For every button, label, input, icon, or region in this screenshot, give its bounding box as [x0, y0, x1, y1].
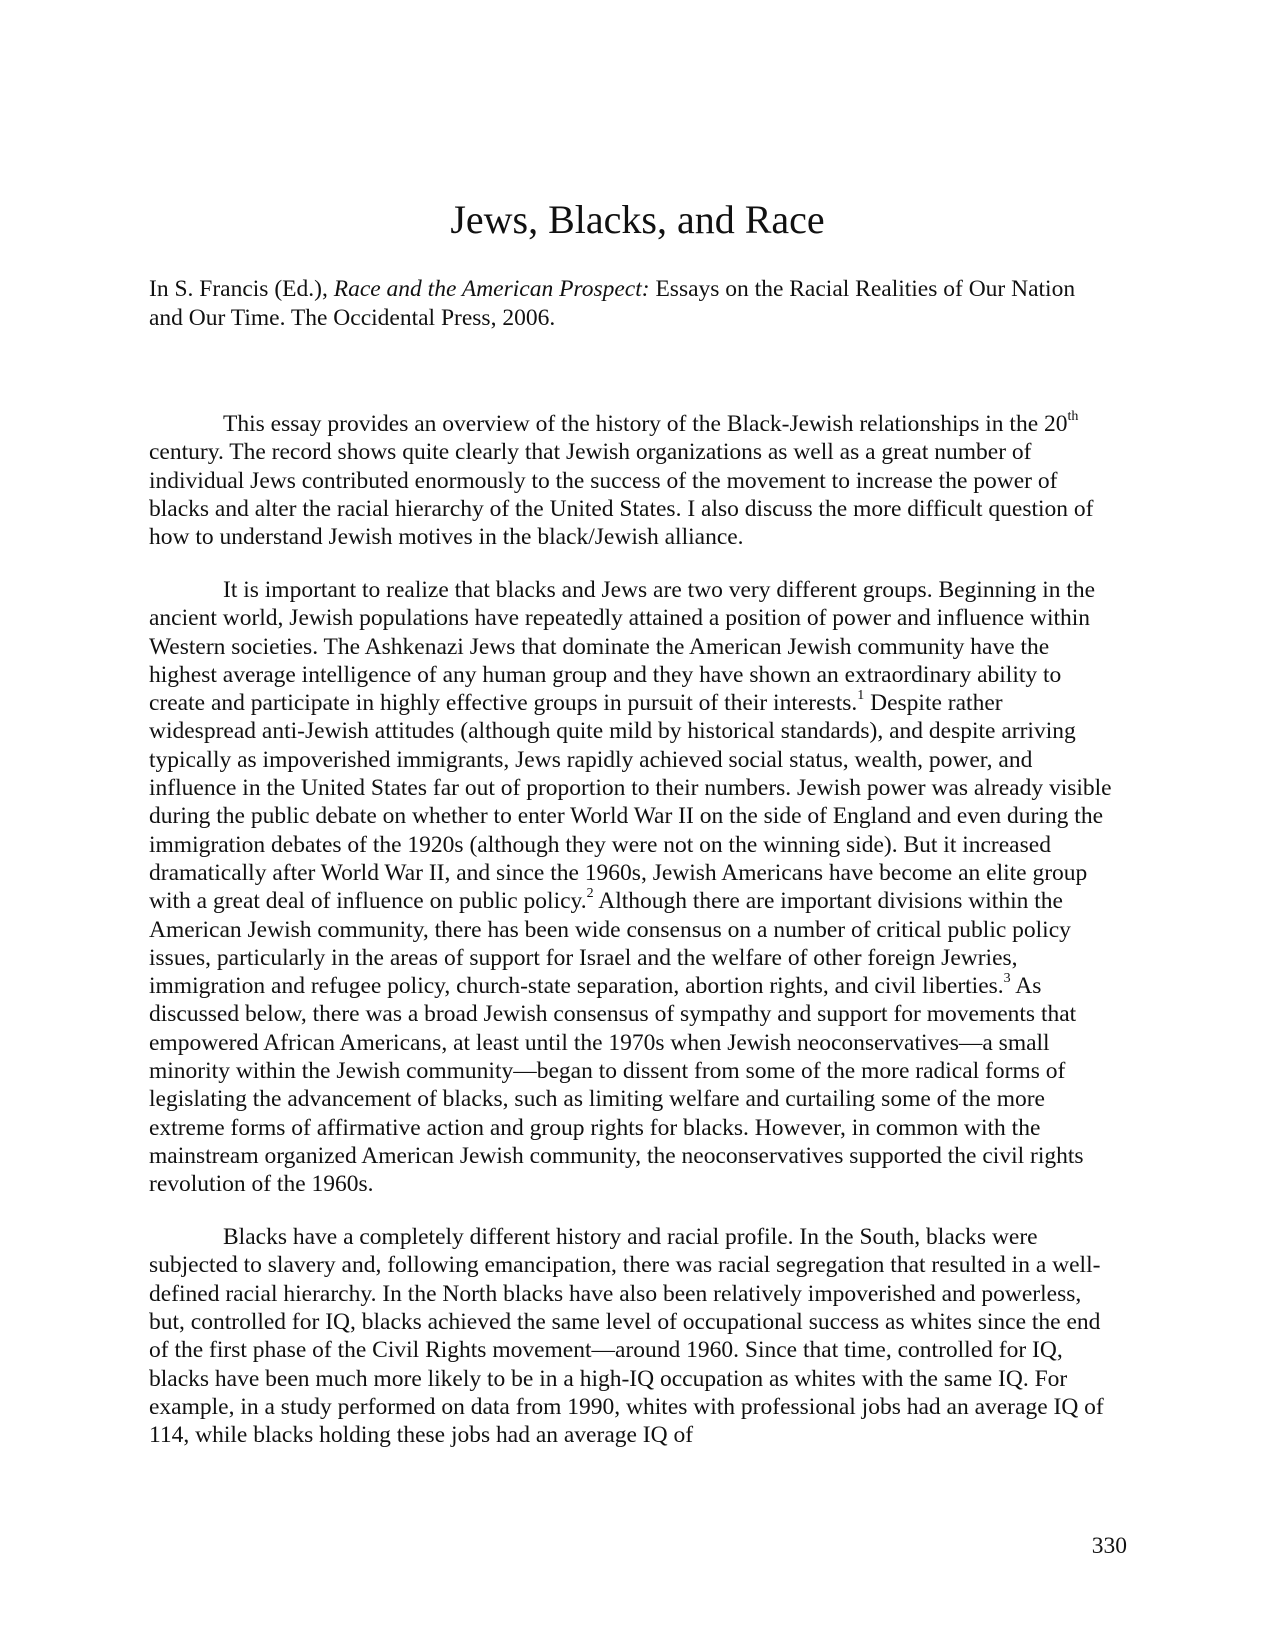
citation: [149, 275, 1089, 332]
citation-suffix: Essays on the Racial Realities of Our Nation and Our Time. The Occidental Press, 2006.: [149, 276, 1076, 331]
ordinal-suffix: th: [1067, 409, 1079, 425]
essay-body: [149, 410, 1114, 1474]
footnote-ref-2[interactable]: 2: [586, 886, 594, 902]
paragraph-3-text-a: Blacks have a completely different history and racial profile. In the South, blacks were subjected to slavery and, following emancipation, there was racial segregation that resulted in a well-defined racial hierarchy. In the North blacks have also been relatively impoverished and powerless, but, controlled for IQ, blacks achieved the same level of occupational success as whites since the end of the first phase of the Civil Rights movement—around 1960. Since that time, controlled for IQ, blacks have been much more likely to be in a high-IQ occupation as whites with the same IQ. For example, in a study performed on data from 1990, whites with professional jobs had an average IQ of 114, while blacks holding these jobs had an average IQ of: [149, 1224, 1104, 1449]
paragraph-1-text-a: This essay provides an overview of the history of the Black-Jewish relationships in the 20: [223, 411, 1068, 437]
paragraph-2: [149, 576, 1114, 1199]
paragraph-2-text-c: Although there are important divisions within the American Jewish community, there has been wide consensus on a number of critical public policy issues, particularly in the areas of support for Israel and the welfare of other foreign Jewries, immigration and refugee policy, church-state separation, abortion rights, and civil liberties.: [149, 888, 1071, 1000]
page-number: 330: [1091, 1533, 1127, 1559]
citation-book-title: Race and the American Prospect:: [333, 276, 650, 302]
footnote-ref-3[interactable]: 3: [1003, 971, 1011, 987]
paragraph-1-text-b: century. The record shows quite clearly that Jewish organizations as well as a great number of individual Jews contributed enormously to the success of the movement to increase the power of blacks and alter the racial hierarchy of the United States. I also discuss the more difficult question of how to understand Jewish motives in the black/Jewish alliance.: [149, 439, 1094, 551]
citation-prefix: In S. Francis (Ed.),: [149, 276, 334, 302]
paragraph-3: [149, 1223, 1114, 1449]
paragraph-1: [149, 410, 1114, 551]
page-title: Jews, Blacks, and Race: [450, 197, 825, 242]
paragraph-2-text-a: It is important to realize that blacks and Jews are two very different groups. Beginning in the ancient world, Jewish populations have repeatedly attained a position of power and influence within Western societies. The Ashkenazi Jews that dominate the American Jewish community have the highest average intelligence of any human group and they have shown an extraordinary ability to create and participate in highly effective groups in pursuit of their interests.: [149, 576, 1096, 717]
paragraph-2-text-d: As discussed below, there was a broad Jewish consensus of sympathy and support for movements that empowered African Americans, at least until the 1970s when Jewish neoconservatives—a small minority within the Jewish community—began to dissent from some of the more radical forms of legislating the advancement of blacks, such as limiting welfare and curtailing some of the more extreme forms of affirmative action and group rights for blacks. However, in common with the mainstream organized American Jewish community, the neoconservatives supported the civil rights revolution of the 1960s.: [149, 973, 1084, 1198]
footnote-ref-1[interactable]: 1: [857, 688, 865, 704]
paragraph-2-text-b: Despite rather widespread anti-Jewish attitudes (although quite mild by historical standards), and despite arriving typically as impoverished immigrants, Jews rapidly achieved social status, wealth, power, and influence in the United States far out of proportion to their numbers. Jewish power was already visible during the public debate on whether to enter World War II on the side of England and even during the immigration debates of the 1920s (although they were not on the winning side). But it increased dramatically after World War II, and since the 1960s, Jewish Americans have become an elite group with a great deal of influence on public policy.: [149, 690, 1112, 915]
